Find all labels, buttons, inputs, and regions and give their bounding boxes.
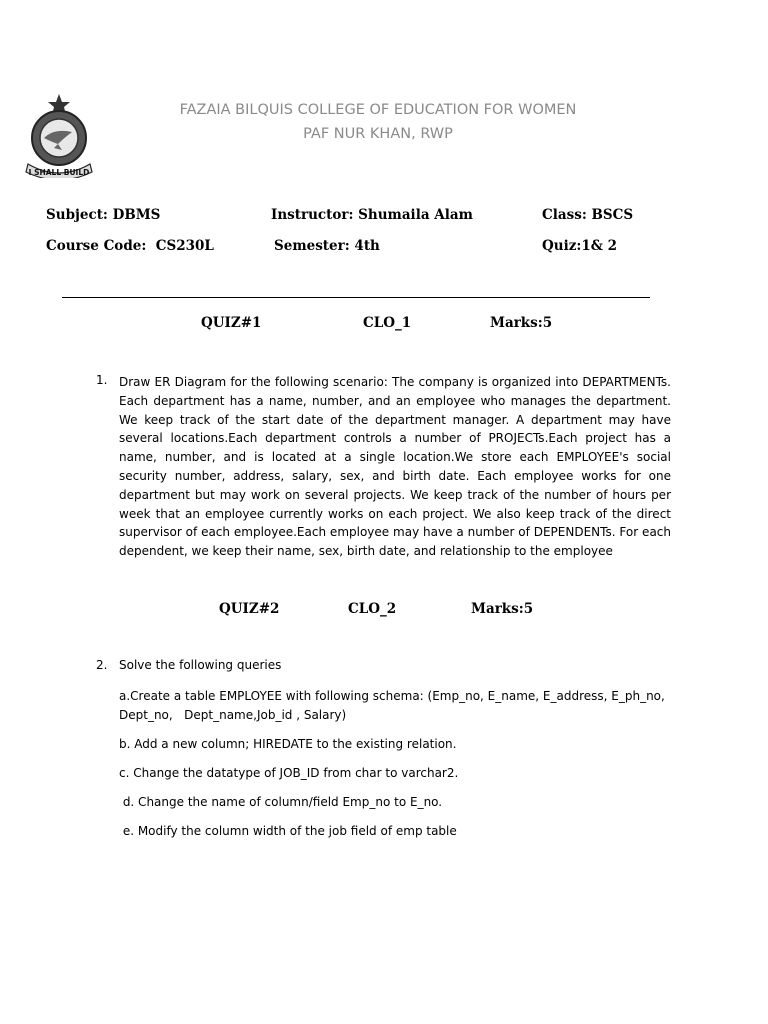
query-a-line1: a.Create a table EMPLOYEE with following schema: (Emp_no, E_name, E_address, E_ph_no, bbox=[119, 689, 665, 703]
college-location: PAF NUR KHAN, RWP bbox=[303, 126, 453, 142]
quiz1-clo: CLO_1 bbox=[363, 315, 412, 331]
class-label: Class: BSCS bbox=[542, 207, 634, 223]
query-b: b. Add a new column; HIREDATE to the existing relation. bbox=[119, 737, 457, 751]
semester-label: Semester: 4th bbox=[274, 238, 380, 254]
quiz2-title: QUIZ#2 bbox=[219, 601, 280, 617]
college-header bbox=[130, 98, 626, 146]
college-name: FAZAIA BILQUIS COLLEGE OF EDUCATION FOR WOMEN bbox=[179, 102, 577, 118]
query-c: c. Change the datatype of JOB_ID from char to varchar2. bbox=[119, 766, 459, 780]
quiz2-marks: Marks:5 bbox=[471, 601, 534, 617]
quiz2-clo: CLO_2 bbox=[348, 601, 397, 617]
question1-number: 1. bbox=[96, 373, 108, 387]
separator-line bbox=[62, 297, 650, 298]
quiz1-marks: Marks:5 bbox=[490, 315, 553, 331]
query-d: d. Change the name of column/field Emp_no to E_no. bbox=[119, 795, 443, 809]
instructor-label: Instructor: Shumaila Alam bbox=[271, 207, 473, 223]
course-code-label: Course Code: CS230L bbox=[46, 238, 214, 254]
subject-label: Subject: DBMS bbox=[46, 207, 161, 223]
question2-intro: Solve the following queries bbox=[119, 658, 282, 672]
quiz1-title: QUIZ#1 bbox=[201, 315, 262, 331]
logo-motto: I SHALL BUILD bbox=[28, 168, 90, 177]
question2-number: 2. bbox=[96, 658, 108, 672]
quiz-label: Quiz:1& 2 bbox=[542, 238, 618, 254]
question1-text: Draw ER Diagram for the following scenario: The company is organized into DEPARTMENTs. Each department has a name, number, and an employee who manages the department. We keep track of the start date of the department manager. A department may have several locations.Each department controls a number of PROJECTs.Each project has a name, number, and is located at a single location.We store each EMPLOYEE's social security number, address, salary, sex, and birth date. Each employee works for one department but may work on several projects. We keep track of the number of hours per week that an employee currently works on each project. We also keep track of the direct supervisor of each employee.Each employee may have a number of DEPENDENTs. For each dependent, we keep their name, sex, birth date, and relationship to the employee bbox=[119, 375, 671, 559]
college-crest-logo bbox=[24, 92, 94, 178]
query-a-line2: Dept_no, Dept_name,Job_id , Salary) bbox=[119, 708, 347, 722]
query-e: e. Modify the column width of the job field of emp table bbox=[119, 824, 457, 838]
